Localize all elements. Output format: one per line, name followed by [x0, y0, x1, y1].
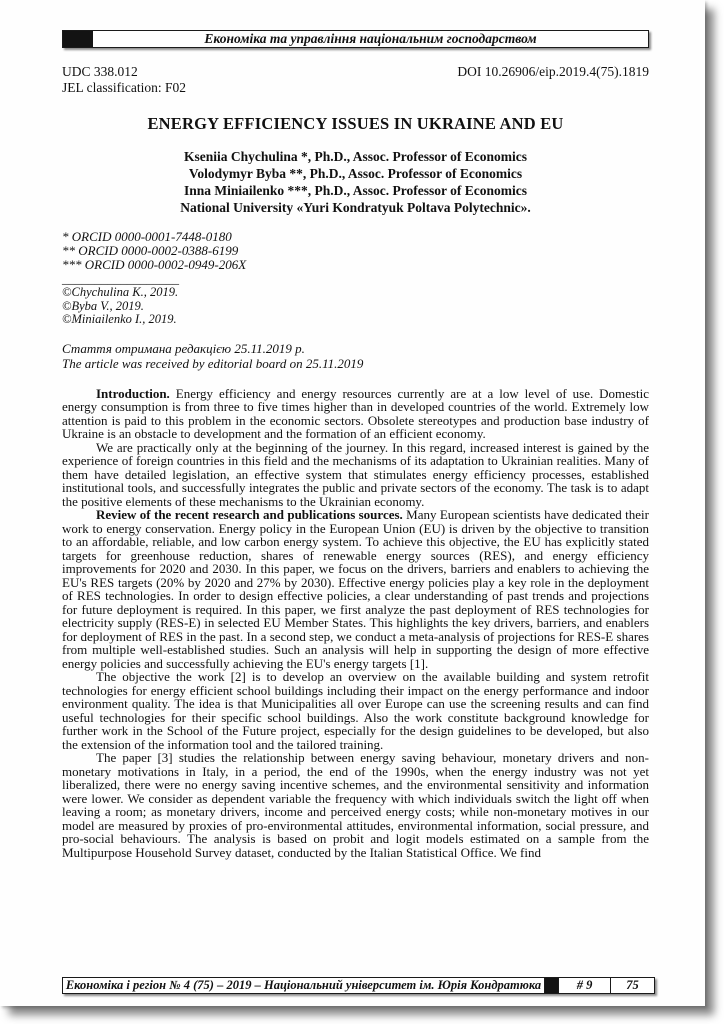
- footer-issue-marker: # 9: [558, 978, 610, 993]
- copyright-line: ©Byba V., 2019.: [62, 298, 144, 313]
- received-block: [62, 341, 649, 371]
- udc-code: UDC 338.012: [62, 64, 138, 79]
- author-line: Kseniia Chychulina *, Ph.D., Assoc. Professor of Economics: [183, 149, 528, 164]
- copyright-line: ©Chychulina K., 2019.: [62, 285, 179, 299]
- paragraph-text: Many European scientists have dedicated their work to energy conservation. Energy policy in the European Union (EU) is driven by the objective to transition to an affordable, reliable, and low carbon energy system. To achieve this objective, the EU has explicitly stated targets for greenhouse reduction, shares of renewable energy sources (RES), and energy efficiency improvements for 2020 and 2030. In this paper, we focus on the drivers, barriers and enablers to achieving the EU's RES targets (20% by 2020 and 27% by 2030). Effective energy policies play a key role in the deployment of RES technologies. In order to design effective policies, a clear understanding of past trends and projections for future deployment is required. In this paper, we first analyze the past deployment of RES technologies for electricity supply (RES-E) in selected EU Member States. This highlights the key drivers, barriers, and enablers for deployment of RES in the past. In a second step, we conduct a meta-analysis of projections for RES-E shares from multiple well-established studies. Such an analysis will help in supporting the design of more effective energy policies and successfully achieving the EU's energy targets [1].: [62, 507, 649, 671]
- paragraph: [62, 441, 649, 509]
- orcid-line: * ORCID 0000-0001-7448-0180: [62, 229, 232, 244]
- footer-page-number: 75: [610, 978, 654, 993]
- paragraph-text: Energy efficiency and energy resources currently are at a low level of use. Domestic energy consumption is from three to five times higher than in developed countries of the world. Extremely low attention is paid to this problem in the economic sectors. Obsolete stereotypes and production base industry of Ukraine is an obstacle to development and the formation of an efficient economy.: [62, 385, 649, 441]
- paragraph-text: The paper [3] studies the relationship between energy saving behaviour, monetary drivers and non-monetary motivations in Italy, in a period, the end of the 1990s, when the energy industry was not yet liberalized, there were no energy saving incentive schemes, and the environmental sensitivity and information were lower. We consider as dependent variable the frequency with which individuals switch the light off when leaving a room; as monetary drivers, income and perceived energy costs; while non-monetary motives in our model are measured by proxies of pro-environmental attitudes, environmental information, social pressure, and pro-social behaviours. The analysis is based on probit and logit models estimated on a sample from the Multipurpose Household Survey dataset, conducted by the Italian Statistical Office. We find: [62, 750, 649, 860]
- affiliation-line: National University «Yuri Kondratyuk Poltava Polytechnic».: [180, 200, 531, 215]
- orcid-line: *** ORCID 0000-0002-0949-206X: [62, 257, 247, 272]
- received-date-ua: Стаття отримана редакцією 25.11.2019 р.: [62, 340, 305, 356]
- orcid-line: ** ORCID 0000-0002-0388-6199: [62, 243, 239, 258]
- meta-row: [62, 64, 649, 80]
- paragraph-lead: Review of the recent research and publications sources.: [96, 507, 407, 522]
- paragraph: [62, 751, 649, 859]
- doi-code: DOI 10.26906/eip.2019.4(75).1819: [457, 64, 649, 79]
- footer-black-block: [544, 978, 558, 993]
- paragraph-introduction: [62, 387, 649, 441]
- paragraph-lead: Introduction.: [96, 385, 176, 401]
- separator-line: __________________: [62, 271, 179, 286]
- journal-section-title: Економіка та управління національним господарством: [204, 31, 537, 46]
- paragraph: [62, 670, 649, 751]
- orcid-block: [62, 230, 649, 272]
- article-body: [62, 387, 649, 860]
- paragraph-review: [62, 508, 649, 670]
- journal-footer-bar: [62, 977, 655, 994]
- copyright-block: [62, 286, 649, 327]
- copyright-line: ©Miniailenko I., 2019.: [62, 312, 177, 326]
- author-line: Volodymyr Byba **, Ph.D., Assoc. Professor of Economics: [188, 166, 523, 181]
- footer-journal-title: Економіка і регіон № 4 (75) – 2019 – Національний університет ім. Юрія Кондратюка: [65, 978, 542, 992]
- header-left-black-block: [63, 31, 93, 47]
- article-title: ENERGY EFFICIENCY ISSUES IN UKRAINE AND EU: [147, 114, 564, 133]
- authors-block: [62, 148, 649, 216]
- author-line: Inna Miniailenko ***, Ph.D., Assoc. Professor of Economics: [183, 183, 528, 198]
- received-date-en: The article was received by editorial board on 25.11.2019: [62, 355, 364, 371]
- journal-header-bar: [62, 30, 649, 48]
- paragraph-text: The objective the work [2] is to develop an overview on the available building and system retrofit technologies for energy efficient school buildings including their impact on the energy performance and indoor environment quality. The idea is that Municipalities all over Europe can use the screening results and can find useful technologies for their specific school buildings. Also the work constitute background knowledge for further work in the School of the Future project, especially for the design guidelines to be developed, but also the extension of the information tool and the tailored training.: [62, 669, 649, 752]
- jel-classification: JEL classification: F02: [62, 80, 186, 95]
- paragraph-text: We are practically only at the beginning of the journey. In this regard, increased interest is gained by the experience of foreign countries in this field and the mechanisms of its adaptation to Ukrainian realities. Many of them have detailed legislation, an effective system that stimulates energy efficiency processes, established institutional tools, and successfully integrates the public and private sectors of the economy. The task is to adapt the positive elements of these mechanisms to the Ukrainian economy.: [62, 439, 649, 509]
